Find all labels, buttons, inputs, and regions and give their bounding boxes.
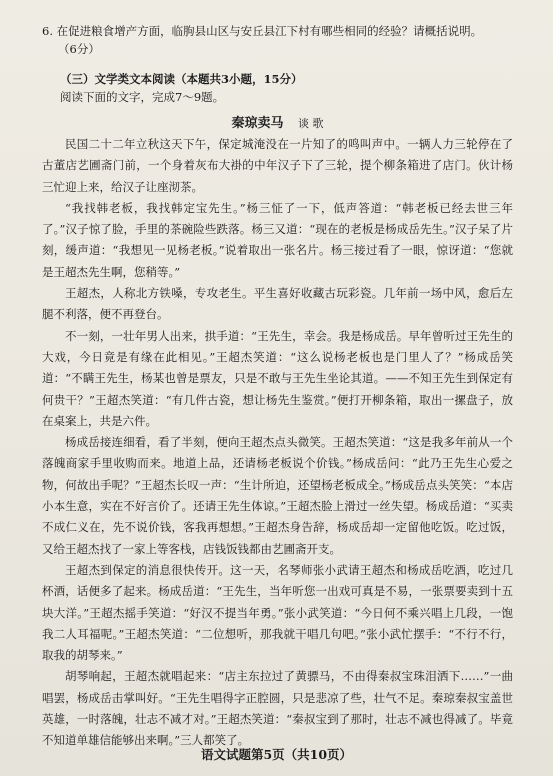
story-body xyxy=(42,134,513,752)
story-author: 谈 歌 xyxy=(298,117,324,130)
story-paragraph: “我找韩老板，我找韩定宝先生。”杨三怔了一下，低声答道：“韩老板已经去世三年了。”汉子惊了脸，手里的茶碗险些跌落。杨三又道：“现在的老板是杨成岳先生。”汉子呆了片刻，缓声道：“我想见一见杨老板。”说着取出一张名片。杨三接过看了一眼，惊讶道：“您就是王超杰先生啊，您稍等。” xyxy=(42,200,513,279)
story-paragraph: 民国二十二年立秋这天下午，保定城淹没在一片知了的鸣叫声中。一辆人力三轮停在了古董店艺圃斋门前，一个身着灰布大褂的中年汉子下了三轮，提个柳条箱进了店门。伙计杨三忙迎上来，给汉子让座沏茶。 xyxy=(42,137,513,194)
question-6-text: 6. 在促进粮食增产方面，临朐县山区与安丘县江下村有哪些相同的经验？请概括说明。 xyxy=(42,24,483,38)
page-footer: 语文试题第5页（共10页） xyxy=(200,747,353,762)
story-title-row xyxy=(42,114,513,134)
story-title: 秦琼卖马 xyxy=(231,116,284,131)
question-6 xyxy=(42,22,513,58)
story-paragraph: 王超杰，人称北方铁嗓，专攻老生。平生喜好收藏古玩彩瓷。几年前一场中风，愈后左腿不利落，便不再登台。 xyxy=(42,286,513,322)
section-heading: （三）文学类文本阅读（本题共3小题，15分） xyxy=(60,72,303,86)
question-6-score: （6分） xyxy=(58,42,100,56)
story-paragraph: 不一刻，一壮年男人出来，拱手道：“王先生，幸会。我是杨成岳。早年曾听过王先生的大戏，今日竟是有缘在此相见。”王超杰笑道：“这么说杨老板也是门里人了？”杨成岳笑道：“不瞒王先生，杨某也曾是票友，只是不敢与王先生坐论其道。——不知王先生到保定有何贵干？”王超杰笑道：“有几件古瓷，想让杨先生鉴赏。”便打开柳条箱，取出一摞盘子，放在桌案上，共是六件。 xyxy=(42,328,513,428)
story-paragraph: 王超杰到保定的消息很快传开。这一天，名琴师张小武请王超杰和杨成岳吃酒，吃过几杯酒，话便多了起来。杨成岳道：“王先生，当年听您一出戏可真是不易，一张票要卖到十五块大洋。”王超杰摇手笑道：“好汉不提当年勇。”张小武笑道：“今日何不乘兴唱上几段，一饱我二人耳福呢。”王超杰笑道：“二位想听，那我就干唱几句吧。”张小武忙摆手：“不行不行，取我的胡琴来。” xyxy=(42,562,513,663)
section-instruction: 阅读下面的文字，完成7～9题。 xyxy=(60,90,225,104)
story-paragraph: 胡琴响起，王超杰就唱起来：“店主东拉过了黄骠马，不由得秦叔宝珠泪洒下……”一曲唱罢，杨成岳击掌叫好。“王先生唱得字正腔圆，只是悲凉了些，壮气不足。秦琼秦叔宝盖世英雄，一时落魄，壮志不减才对。”王超杰笑道：“秦叔宝到了那时，壮志不减也得减了。毕竟不知道单雄信能够出来啊。”三人都笑了。 xyxy=(42,669,513,748)
story-paragraph: 杨成岳接连细看，看了半刻，便向王超杰点头微笑。王超杰笑道：“这是我多年前从一个落魄商家手里收购而来。地道上品，还请杨老板说个价钱。”杨成岳问：“此乃王先生心爱之物，何故出手呢？”王超杰长叹一声：“生计所迫，还望杨老板成全。”杨成岳点头笑笑：“本店小本生意，实在不好言价了。还请王先生体谅。”王超杰脸上滑过一丝失望。杨成岳道：“买卖不成仁义在，先不说价钱，客我再想想。”王超杰身告辞，杨成岳却一定留他吃饭。吃过饭，又给王超杰找了一家上等客栈，店钱饭钱都由艺圃斋开支。 xyxy=(42,435,513,556)
